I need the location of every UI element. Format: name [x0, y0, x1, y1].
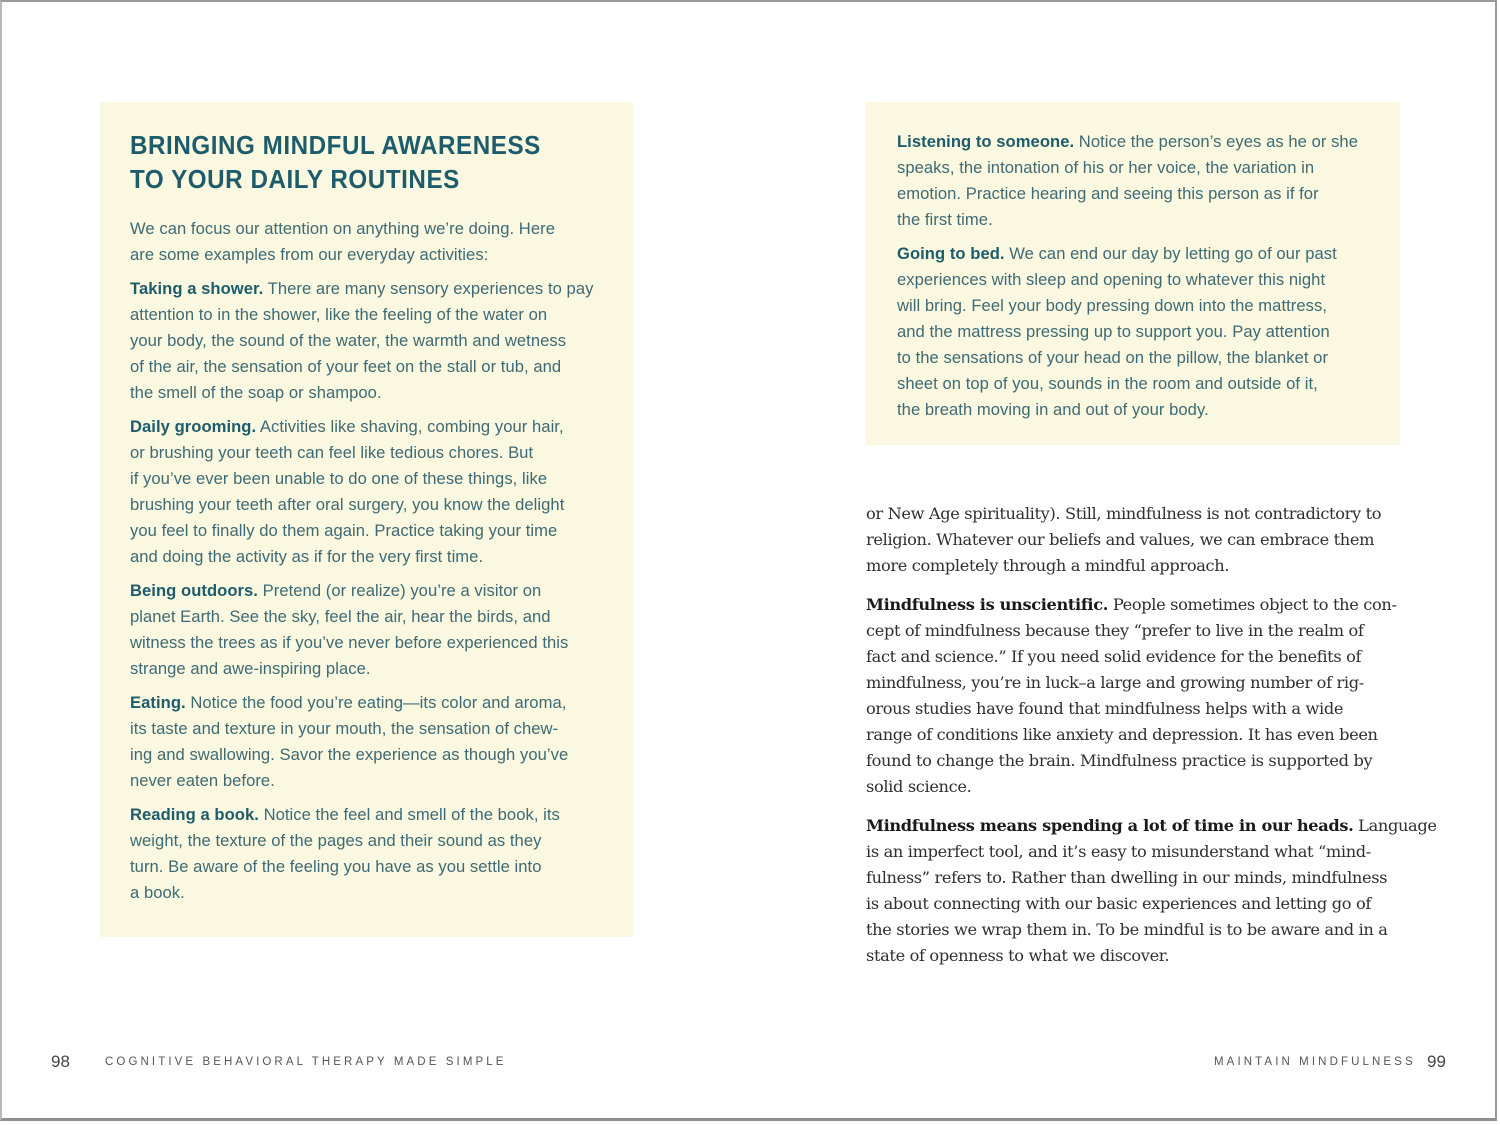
text-line	[866, 722, 1406, 748]
text-line	[897, 155, 1370, 181]
paragraph-text: are some examples from our everyday activities:	[130, 245, 489, 264]
paragraph-lead: Eating.	[130, 693, 186, 712]
paragraph-text: range of conditions like anxiety and depression. It has even been	[866, 725, 1378, 744]
text-line	[130, 276, 603, 302]
text-line	[130, 880, 603, 906]
text-line	[866, 696, 1406, 722]
running-head-right: MAINTAIN MINDFULNESS	[1214, 1056, 1416, 1068]
paragraph-text: will bring. Feel your body pressing down into the mattress,	[897, 296, 1327, 315]
paragraph-text: to the sensations of your head on the pillow, the blanket or	[897, 348, 1329, 367]
running-head-left: COGNITIVE BEHAVIORAL THERAPY MADE SIMPLE	[105, 1056, 507, 1068]
text-line	[866, 592, 1406, 618]
paragraph-text: Language	[1353, 816, 1437, 835]
text-line	[130, 354, 603, 380]
paragraph-text: state of openness to what we discover.	[866, 946, 1170, 965]
box-title-line: TO YOUR DAILY ROUTINES	[130, 164, 460, 194]
text-line	[866, 748, 1406, 774]
paragraph-text: We can end our day by letting go of our past	[1004, 244, 1337, 263]
paragraph	[130, 216, 603, 268]
box-paragraphs	[897, 129, 1370, 423]
box-title-line: BRINGING MINDFUL AWARENESS	[130, 130, 541, 160]
paragraph-text: strange and awe-inspiring place.	[130, 659, 371, 678]
paragraph-text: experiences with sleep and opening to whatever this night	[897, 270, 1326, 289]
paragraph-text: its taste and texture in your mouth, the sensation of chew-	[130, 719, 559, 738]
text-line	[866, 943, 1406, 969]
text-line	[866, 839, 1406, 865]
paragraph-lead: Listening to someone.	[897, 132, 1075, 151]
paragraph-text: you feel to finally do them again. Practice taking your time	[130, 521, 558, 540]
paragraph-text: if you’ve ever been unable to do one of these things, like	[130, 469, 548, 488]
paragraph-text: the smell of the soap or shampoo.	[130, 383, 382, 402]
paragraph-text: weight, the texture of the pages and their sound as they	[130, 831, 542, 850]
paragraph-text: Pretend (or realize) you’re a visitor on	[257, 581, 542, 600]
paragraph-lead: Reading a book.	[130, 805, 259, 824]
paragraph	[866, 501, 1406, 579]
paragraph-text: witness the trees as if you’ve never before experienced this	[130, 633, 569, 652]
text-line	[897, 345, 1370, 371]
text-line	[130, 492, 603, 518]
text-line	[866, 917, 1406, 943]
paragraph-text: turn. Be aware of the feeling you have as you settle into	[130, 857, 542, 876]
text-line	[866, 618, 1406, 644]
text-line	[130, 742, 603, 768]
text-line	[130, 578, 603, 604]
paragraph-lead: Daily grooming.	[130, 417, 257, 436]
paragraph-text: your body, the sound of the water, the warmth and wetness	[130, 331, 567, 350]
paragraph-text: fact and science.” If you need solid evidence for the benefits of	[866, 647, 1362, 666]
paragraph-text: found to change the brain. Mindfulness practice is supported by	[866, 751, 1373, 770]
paragraph-text: is about connecting with our basic experiences and letting go of	[866, 894, 1371, 913]
text-line	[897, 397, 1370, 423]
text-line	[130, 854, 603, 880]
paragraph-text: brushing your teeth after oral surgery, you know the delight	[130, 495, 565, 514]
paragraph-text: religion. Whatever our beliefs and values, we can embrace them	[866, 530, 1375, 549]
box-paragraphs	[130, 216, 603, 906]
text-line	[866, 501, 1406, 527]
text-line	[130, 440, 603, 466]
text-line	[866, 553, 1406, 579]
paragraph-lead: Being outdoors.	[130, 581, 258, 600]
paragraph-text: We can focus our attention on anything we’re doing. Here	[130, 219, 555, 238]
text-line	[130, 414, 603, 440]
paragraph-text: solid science.	[866, 777, 972, 796]
paragraph-text: Notice the food you’re eating—its color and aroma,	[185, 693, 567, 712]
paragraph	[130, 276, 603, 406]
paragraph-text: the first time.	[897, 210, 993, 229]
text-line	[866, 644, 1406, 670]
text-line	[897, 207, 1370, 233]
paragraph-text: Activities like shaving, combing your hair,	[256, 417, 564, 436]
paragraph-text: emotion. Practice hearing and seeing this person as if for	[897, 184, 1319, 203]
paragraph-text: a book.	[130, 883, 185, 902]
text-line	[866, 813, 1437, 839]
paragraph	[130, 578, 603, 682]
paragraph-text: There are many sensory experiences to pay	[263, 279, 594, 298]
text-line	[897, 129, 1370, 155]
paragraph-text: Notice the person’s eyes as he or she	[1074, 132, 1358, 151]
sidebar-box-continued	[866, 102, 1400, 445]
text-line	[130, 544, 603, 570]
text-line	[130, 768, 603, 794]
paragraph-text: the stories we wrap them in. To be mindful is to be aware and in a	[866, 920, 1388, 939]
text-line	[130, 716, 603, 742]
paragraph-text: of the air, the sensation of your feet on the stall or tub, and	[130, 357, 562, 376]
text-line	[897, 371, 1370, 397]
paragraph-text: more completely through a mindful approach.	[866, 556, 1230, 575]
text-line	[897, 293, 1370, 319]
paragraph-text: and the mattress pressing up to support you. Pay attention	[897, 322, 1330, 341]
paragraph-text: orous studies have found that mindfulness helps with a wide	[866, 699, 1344, 718]
text-line	[130, 656, 603, 682]
text-line	[130, 242, 603, 268]
paragraph-lead: Going to bed.	[897, 244, 1005, 263]
paragraph-text: speaks, the intonation of his or her voice, the variation in	[897, 158, 1315, 177]
text-line	[866, 891, 1406, 917]
text-line	[130, 466, 603, 492]
text-line	[897, 267, 1370, 293]
paragraph-text: People sometimes object to the con-	[1108, 595, 1397, 614]
paragraph-text: attention to in the shower, like the feeling of the water on	[130, 305, 548, 324]
text-line	[130, 518, 603, 544]
paragraph	[130, 414, 603, 570]
paragraph	[897, 241, 1370, 423]
text-line	[130, 302, 603, 328]
page-number-right: 99	[1427, 1052, 1446, 1071]
paragraph-lead: Taking a shower.	[130, 279, 264, 298]
text-line	[866, 865, 1406, 891]
paragraph-text: sheet on top of you, sounds in the room and outside of it,	[897, 374, 1318, 393]
paragraph	[866, 592, 1406, 800]
paragraph-text: ing and swallowing. Savor the experience as though you’ve	[130, 745, 569, 764]
text-line	[897, 181, 1370, 207]
paragraph-text: or New Age spirituality). Still, mindfulness is not contradictory to	[866, 504, 1382, 523]
text-line	[130, 630, 603, 656]
body-text	[866, 501, 1437, 982]
paragraph-text: planet Earth. See the sky, feel the air, hear the birds, and	[130, 607, 551, 626]
paragraph-text: cept of mindfulness because they “prefer to live in the realm of	[866, 621, 1364, 640]
page-number-left: 98	[51, 1052, 70, 1071]
paragraph-text: never eaten before.	[130, 771, 275, 790]
text-line	[130, 604, 603, 630]
paragraph-lead: Mindfulness is unscientific.	[866, 595, 1109, 614]
paragraph-text: the breath moving in and out of your body.	[897, 400, 1209, 419]
text-line	[897, 319, 1370, 345]
paragraph	[897, 129, 1370, 233]
text-line	[130, 380, 603, 406]
box-title	[130, 128, 570, 196]
paragraph-text: mindfulness, you’re in luck–a large and growing number of rig-	[866, 673, 1364, 692]
sidebar-box-daily-routines	[100, 102, 633, 937]
text-line	[130, 690, 603, 716]
text-line	[130, 828, 603, 854]
text-line	[866, 774, 1406, 800]
paragraph	[866, 813, 1437, 969]
paragraph	[130, 690, 603, 794]
paragraph-text: or brushing your teeth can feel like tedious chores. But	[130, 443, 534, 462]
text-line	[130, 802, 603, 828]
text-line	[130, 328, 603, 354]
text-line	[866, 670, 1406, 696]
paragraph-text: is an imperfect tool, and it’s easy to misunderstand what “mind-	[866, 842, 1371, 861]
paragraph-lead: Mindfulness means spending a lot of time in our heads.	[866, 816, 1354, 835]
paragraph-text: fulness” refers to. Rather than dwelling in our minds, mindfulness	[866, 868, 1388, 887]
text-line	[866, 527, 1406, 553]
text-line	[897, 241, 1370, 267]
paragraph	[130, 802, 603, 906]
paragraph-text: and doing the activity as if for the very first time.	[130, 547, 484, 566]
text-line	[130, 216, 603, 242]
paragraph-text: Notice the feel and smell of the book, its	[258, 805, 560, 824]
